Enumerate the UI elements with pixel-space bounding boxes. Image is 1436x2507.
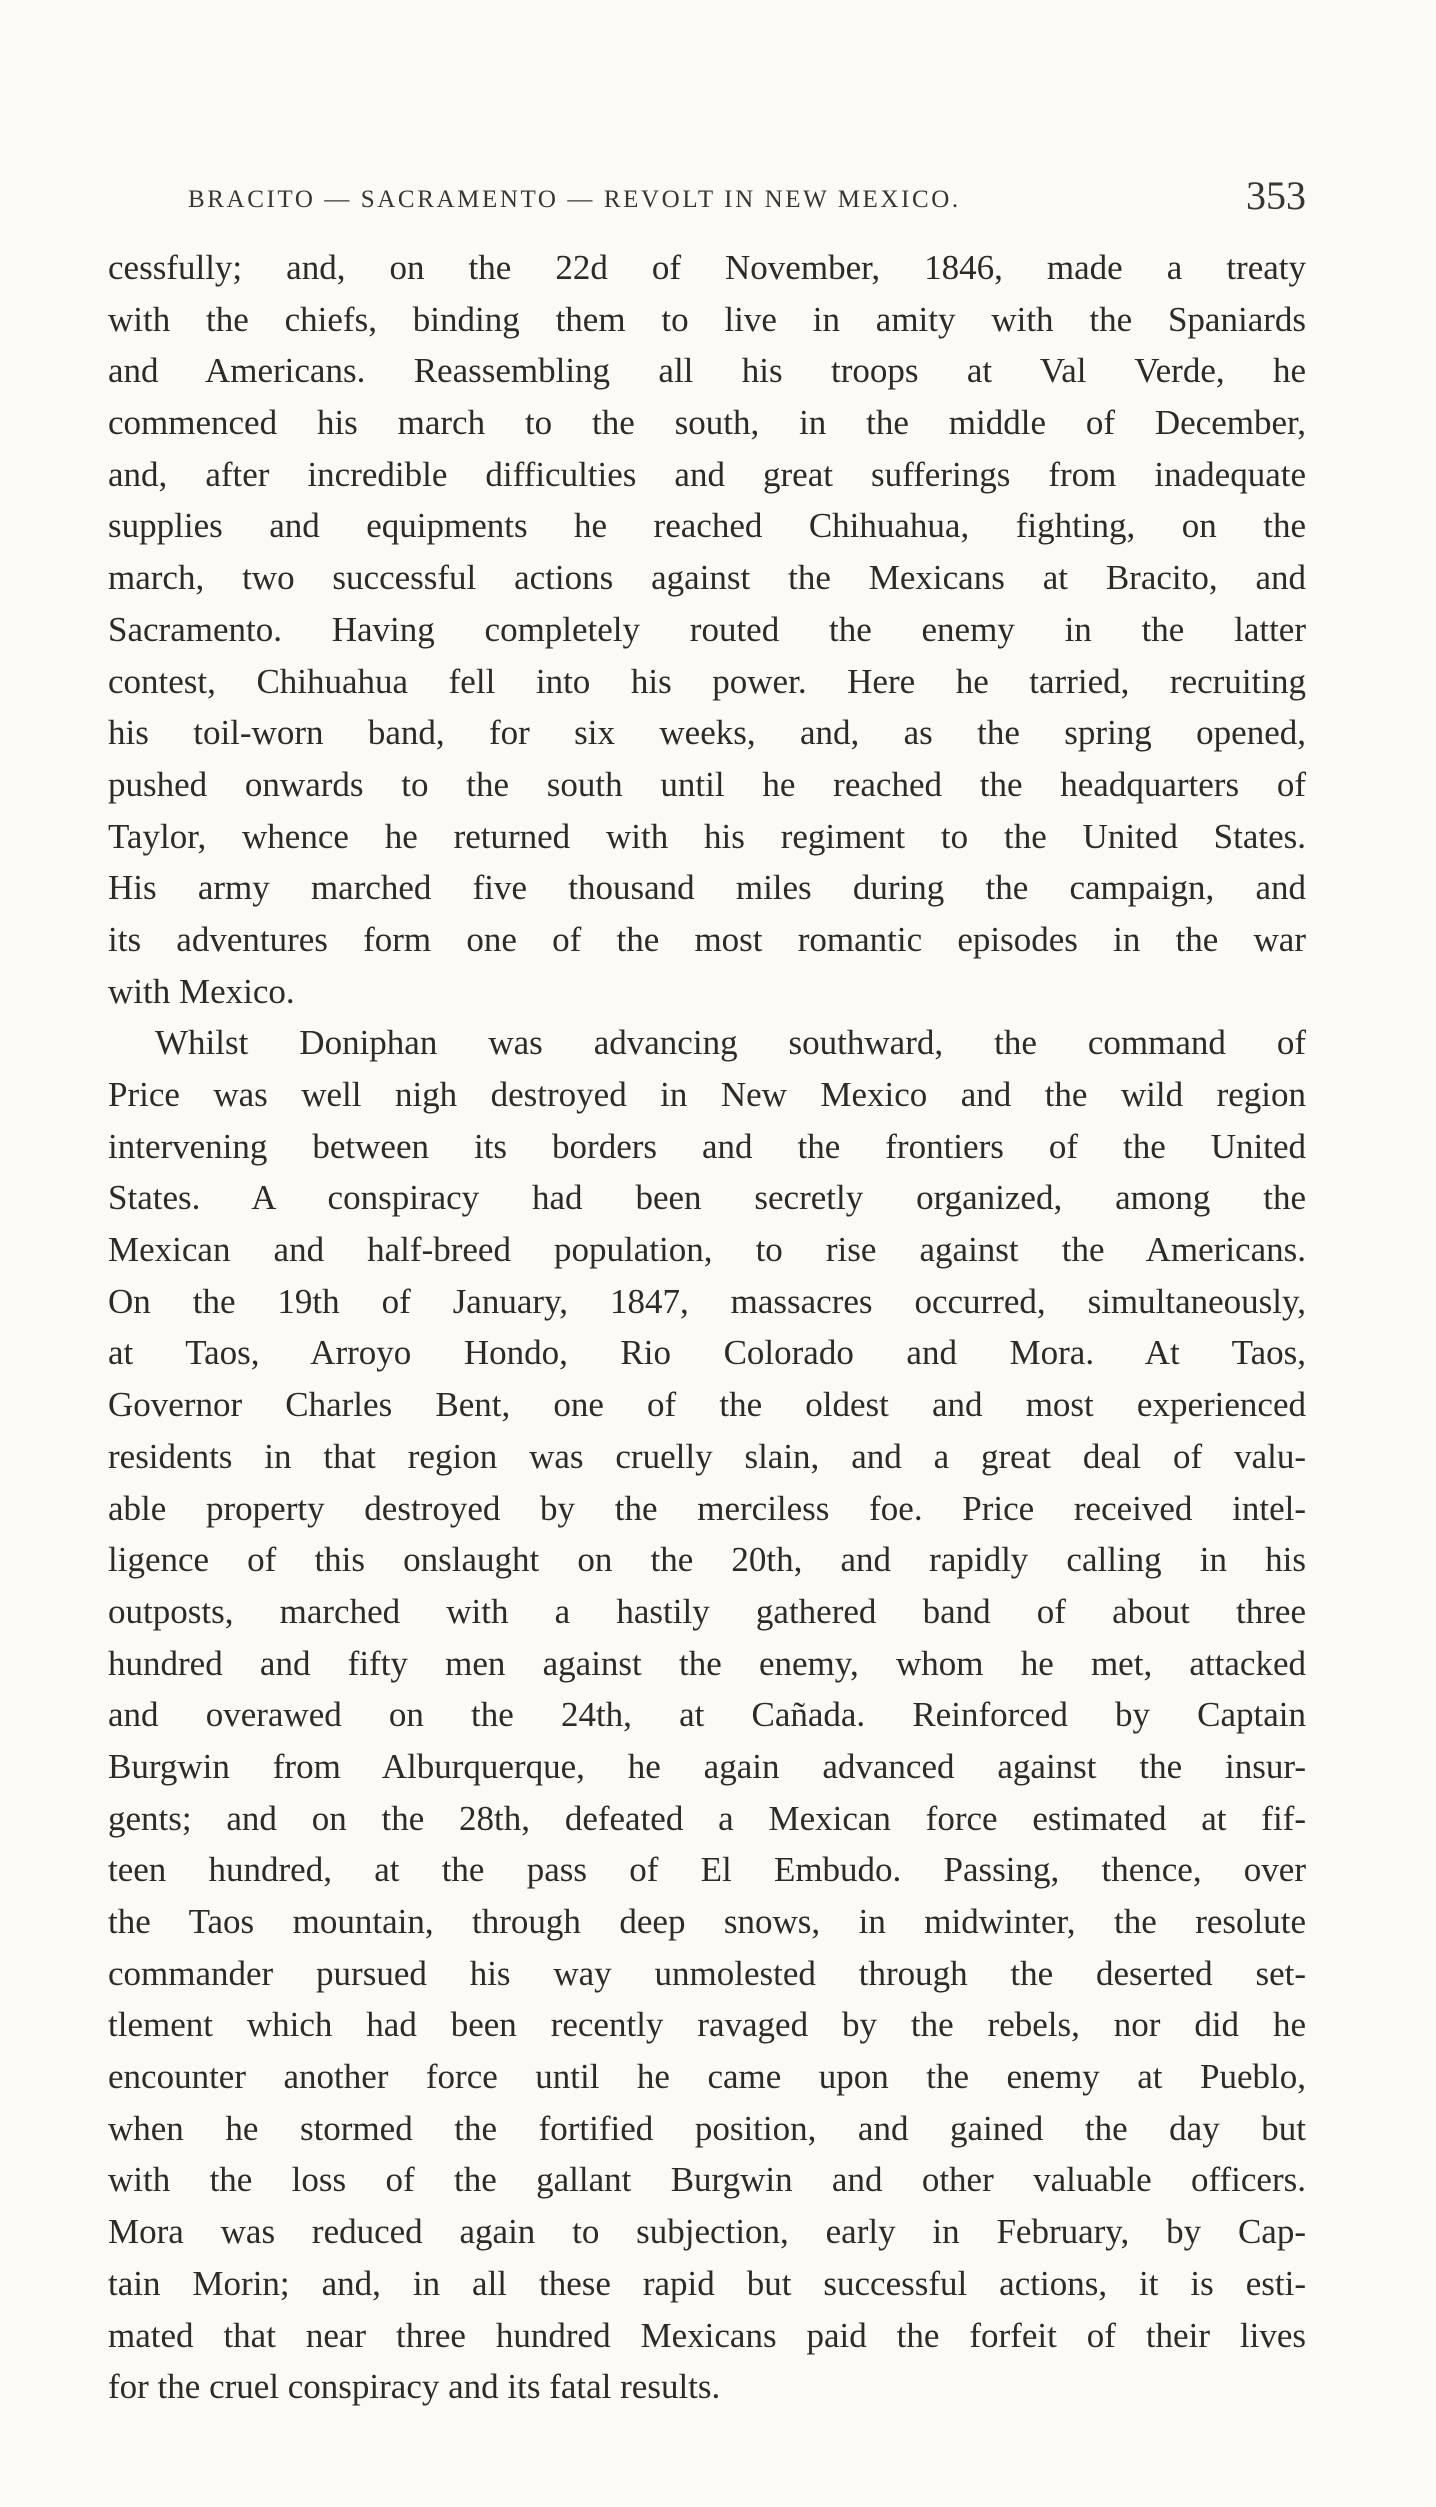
text-line: ligence of this onslaught on the 20th, and rapidly calling in his bbox=[108, 1540, 1306, 1580]
text-line: with Mexico. bbox=[108, 971, 295, 1011]
paragraph-1 bbox=[108, 242, 1306, 1017]
body-text bbox=[108, 242, 1306, 2413]
text-line: hundred and fifty men against the enemy, whom he met, attacked bbox=[108, 1643, 1306, 1683]
text-line: commenced his march to the south, in the middle of December, bbox=[108, 403, 1306, 443]
text-line: Governor Charles Bent, one of the oldest and most experienced bbox=[108, 1385, 1306, 1425]
text-line: Mexican and half-breed population, to rise against the Americans. bbox=[108, 1230, 1306, 1270]
text-line: Taylor, whence he returned with his regiment to the United States. bbox=[108, 816, 1306, 856]
text-line: encounter another force until he came upon the enemy at Pueblo, bbox=[108, 2057, 1306, 2097]
text-line: contest, Chihuahua fell into his power. Here he tarried, recruiting bbox=[108, 661, 1306, 701]
text-line: outposts, marched with a hastily gathered band of about three bbox=[108, 1591, 1306, 1631]
text-line: and, after incredible difficulties and great sufferings from inadequate bbox=[108, 454, 1306, 494]
text-line: and overawed on the 24th, at Cañada. Reinforced by Captain bbox=[108, 1695, 1306, 1735]
running-head: BRACITO — SACRAMENTO — REVOLT IN NEW MEXICO. bbox=[188, 186, 961, 213]
text-line: Mora was reduced again to subjection, early in February, by Cap- bbox=[108, 2212, 1306, 2252]
text-line: teen hundred, at the pass of El Embudo. Passing, thence, over bbox=[108, 1850, 1306, 1890]
text-line: mated that near three hundred Mexicans paid the forfeit of their lives bbox=[108, 2315, 1306, 2355]
text-line: tlement which had been recently ravaged by the rebels, nor did he bbox=[108, 2005, 1306, 2045]
text-line: Whilst Doniphan was advancing southward, the command of bbox=[155, 1023, 1306, 1063]
text-line: and Americans. Reassembling all his troops at Val Verde, he bbox=[108, 351, 1306, 391]
text-line: residents in that region was cruelly slain, and a great deal of valu- bbox=[108, 1436, 1306, 1476]
text-line: when he stormed the fortified position, and gained the day but bbox=[108, 2108, 1306, 2148]
text-line: supplies and equipments he reached Chihuahua, fighting, on the bbox=[108, 506, 1306, 546]
text-line: at Taos, Arroyo Hondo, Rio Colorado and Mora. At Taos, bbox=[108, 1333, 1306, 1373]
text-line: pushed onwards to the south until he reached the headquarters of bbox=[108, 764, 1306, 804]
text-line: Price was well nigh destroyed in New Mexico and the wild region bbox=[108, 1075, 1306, 1114]
text-line: commander pursued his way unmolested through the deserted set- bbox=[108, 1953, 1306, 1993]
text-line: his toil-worn band, for six weeks, and, as the spring opened, bbox=[108, 713, 1306, 753]
text-line: States. A conspiracy had been secretly organized, among the bbox=[108, 1178, 1306, 1218]
text-line: tain Morin; and, in all these rapid but successful actions, it is esti- bbox=[108, 2263, 1306, 2303]
text-line: for the cruel conspiracy and its fatal results. bbox=[108, 2367, 721, 2407]
page-header bbox=[188, 172, 1306, 222]
text-line: march, two successful actions against the Mexicans at Bracito, and bbox=[108, 558, 1306, 598]
page-number: 353 bbox=[1246, 173, 1306, 218]
text-line: Sacramento. Having completely routed the enemy in the latter bbox=[108, 609, 1306, 649]
text-line: On the 19th of January, 1847, massacres occurred, simultaneously, bbox=[108, 1281, 1306, 1321]
paragraph-2 bbox=[108, 1017, 1306, 2413]
text-line: with the loss of the gallant Burgwin and other valuable officers. bbox=[108, 2160, 1306, 2200]
text-line: the Taos mountain, through deep snows, in midwinter, the resolute bbox=[108, 1902, 1306, 1941]
text-line: His army marched five thousand miles during the campaign, and bbox=[108, 868, 1306, 908]
text-line: with the chiefs, binding them to live in amity with the Spaniards bbox=[108, 299, 1306, 339]
text-line: cessfully; and, on the 22d of November, 1846, made a treaty bbox=[108, 248, 1306, 287]
text-line: Burgwin from Alburquerque, he again advanced against the insur- bbox=[108, 1746, 1306, 1786]
text-line: able property destroyed by the merciless foe. Price received intel- bbox=[108, 1488, 1306, 1528]
text-line: intervening between its borders and the frontiers of the United bbox=[108, 1126, 1306, 1166]
text-line: gents; and on the 28th, defeated a Mexican force estimated at fif- bbox=[108, 1798, 1306, 1838]
text-line: its adventures form one of the most romantic episodes in the war bbox=[108, 919, 1306, 959]
